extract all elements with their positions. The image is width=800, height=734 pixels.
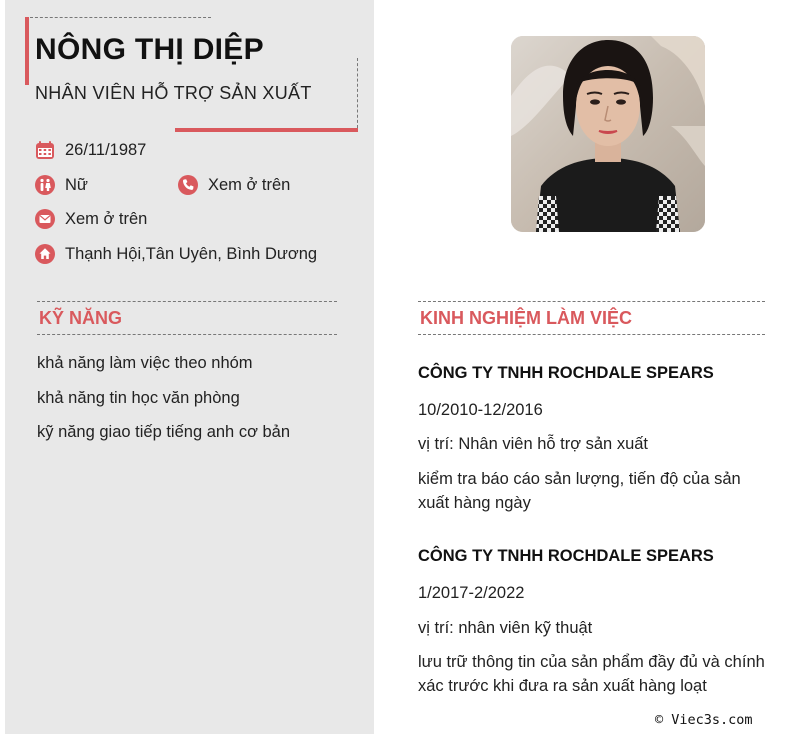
birthday-text: 26/11/1987 [65,140,147,159]
job-company: CÔNG TY TNHH ROCHDALE SPEARS [418,364,714,382]
info-phone [178,175,290,195]
accent-bar [25,17,29,85]
calendar-icon [35,140,55,160]
name-block [25,17,358,133]
experience-heading [418,301,765,335]
skill-item: khả năng làm việc theo nhóm [37,354,253,372]
skills-heading-text: KỸ NĂNG [39,307,123,328]
info-birthday [35,140,146,160]
phone-icon [178,175,198,195]
portrait-image [511,36,705,232]
info-address [35,244,317,264]
job-position: vị trí: nhân viên kỹ thuật [418,619,593,637]
email-text: Xem ở trên [65,209,148,228]
job-description: lưu trữ thông tin của sản phẩm đầy đủ và chính xác trước khi đưa ra sản xuất hàng loạt [418,653,765,695]
address-text: Thạnh Hội,Tân Uyên, Bình Dương [65,244,318,263]
copyright-footer: © Viec3s.com [655,712,753,728]
full-name: NÔNG THỊ DIỆP [35,33,264,66]
info-gender [35,175,88,195]
divider [30,17,211,18]
profile-photo [511,36,705,232]
mail-icon [35,209,55,229]
job-company: CÔNG TY TNHH ROCHDALE SPEARS [418,547,714,565]
skill-item: khả năng tin học văn phòng [37,389,240,407]
info-email [35,209,147,229]
skills-heading [37,301,337,335]
job-period: 1/2017-2/2022 [418,584,525,602]
job-period: 10/2010-12/2016 [418,401,543,419]
skill-item: kỹ năng giao tiếp tiếng anh cơ bản [37,423,291,441]
job-position: vị trí: Nhân viên hỗ trợ sản xuất [418,435,649,453]
job-description: kiểm tra báo cáo sản lượng, tiến độ của sản xuất hàng ngày [418,470,741,512]
accent-bar [175,128,358,132]
home-icon [35,244,55,264]
experience-heading-text: KINH NGHIỆM LÀM VIỆC [420,307,633,328]
job-title: NHÂN VIÊN HỖ TRỢ SẢN XUẤT [35,83,312,103]
gender-text: Nữ [65,175,88,194]
gender-icon [35,175,55,195]
phone-text: Xem ở trên [208,175,291,194]
divider [357,58,358,128]
